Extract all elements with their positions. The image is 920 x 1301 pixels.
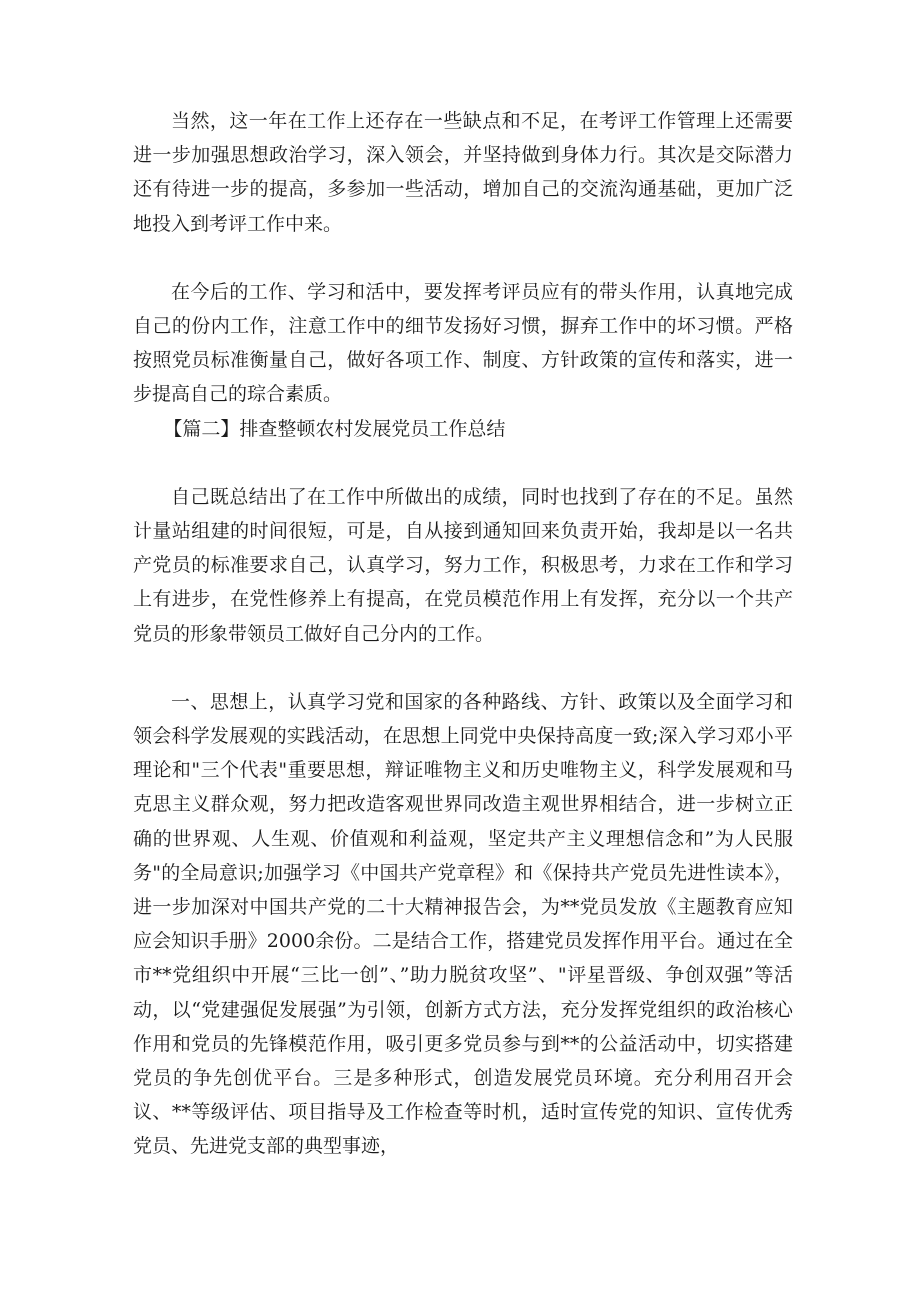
paragraph-ideology: 一、思想上，认真学习党和国家的各种路线、方针、政策以及全面学习和领会科学发展观的实践活动，在思想上同党中央保持高度一致;深入学习邓小平理论和"三个代表"重要思想，辩证唯物主义和历史唯物主义，科学发展观和马克思主义群众观，努力把改造客观世界同改造主观世界相结合，进一步树立正确的世界观、人生观、价值观和利益观，坚定共产主义理想信念和”为人民服务"的全局意识;加强学习《中国共产党章程》和《保持共产党员先进性读本》，进一步加深对中国共产党的二十大精神报告会，为**党员发放《主题教育应知应会知识手册》2000余份。二是结合工作，搭建党员发挥作用平台。通过在全市**党组织中开展“三比一创”、”助力脱贫攻坚”、"评星晋级、争创双强”等活动，以“党建强促发展强”为引领，创新方式方法，充分发挥党组织的政治核心作用和党员的先锋模范作用，吸引更多党员参与到**的公益活动中，切实搭建党员的争先创优平台。三是多种形式，创造发展党员环境。充分利用召开会议、**等级评估、项目指导及工作检查等时机，适时宣传党的知识、宣传优秀党员、先进党支部的典型事迹，	[133, 690, 793, 1158]
paragraph-future-work: 在今后的工作、学习和活中，要发挥考评员应有的带头作用，认真地完成自己的份内工作，注意工作中的细节发扬好习惯，摒弃工作中的坏习惯。严格按照党员标准衡量自己，做好各项工作、制度、方针政策的宣传和落实，进一步提高自己的琮合素质。	[133, 280, 793, 406]
paragraph-summary-intro: 自己既总结出了在工作中所做出的成绩，同时也找到了存在的不足。虽然计量站组建的时间很短，可是，自从接到通知回来负责开始，我却是以一名共产党员的标准要求自己，认真学习，努力工作，积极思考，力求在工作和学习上有进步，在党性修养上有提高，在党员模范作用上有发挥，充分以一个共产党员的形象带领员工做好自己分内的工作。	[133, 485, 793, 645]
paragraph-shortcomings: 当然，这一年在工作上还存在一些缺点和不足，在考评工作管理上还需要进一步加强思想政治学习，深入领会，并坚持做到身体力行。其次是交际潜力还有待进一步的提高，多参加一些活动，增加自己的交流沟通基础，更加广泛地投入到考评工作中来。	[133, 110, 793, 235]
document-body	[133, 104, 793, 1164]
section-heading: 【篇二】排查整顿农村发展党员工作总结	[163, 417, 506, 440]
